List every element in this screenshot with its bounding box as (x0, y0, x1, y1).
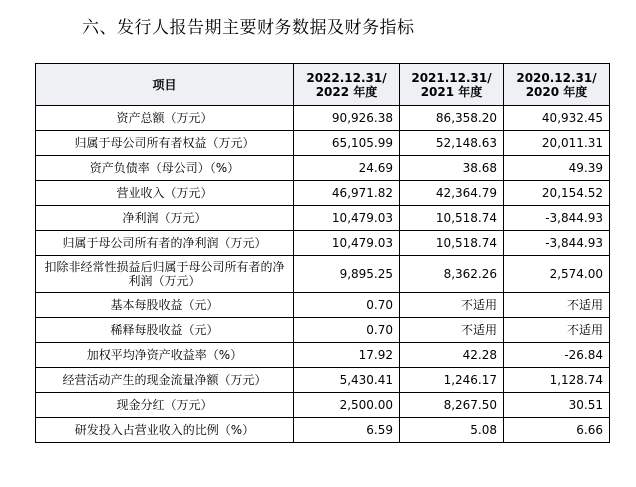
table-row (36, 368, 610, 393)
table-row (36, 181, 610, 206)
value-2020: -3,844.93 (504, 206, 610, 231)
table-row (36, 318, 610, 343)
value-2021: 8,267.50 (400, 393, 504, 418)
value-2021: 42,364.79 (400, 181, 504, 206)
row-label: 现金分红（万元） (36, 393, 294, 418)
table-row (36, 106, 610, 131)
row-label: 基本每股收益（元） (36, 293, 294, 318)
value-2020: 6.66 (504, 418, 610, 443)
financial-data-table (35, 63, 610, 443)
row-label: 经营活动产生的现金流量净额（万元） (36, 368, 294, 393)
value-2021: 10,518.74 (400, 206, 504, 231)
section-title: 六、发行人报告期主要财务数据及财务指标 (82, 18, 415, 38)
header-2020: 2020.12.31/ 2020 年度 (504, 64, 610, 106)
row-label: 加权平均净资产收益率（%） (36, 343, 294, 368)
value-2020: 不适用 (504, 318, 610, 343)
row-label: 净利润（万元） (36, 206, 294, 231)
value-2021: 10,518.74 (400, 231, 504, 256)
row-label: 研发投入占营业收入的比例（%） (36, 418, 294, 443)
row-label: 稀释每股收益（元） (36, 318, 294, 343)
header-2022: 2022.12.31/ 2022 年度 (294, 64, 400, 106)
table-row (36, 418, 610, 443)
value-2020: 30.51 (504, 393, 610, 418)
value-2022: 0.70 (294, 293, 400, 318)
value-2021: 5.08 (400, 418, 504, 443)
table-row (36, 343, 610, 368)
value-2020: 20,011.31 (504, 131, 610, 156)
value-2022: 46,971.82 (294, 181, 400, 206)
row-label: 归属于母公司所有者的净利润（万元） (36, 231, 294, 256)
value-2022: 6.59 (294, 418, 400, 443)
value-2022: 10,479.03 (294, 206, 400, 231)
value-2022: 9,895.25 (294, 256, 400, 293)
row-label: 归属于母公司所有者权益（万元） (36, 131, 294, 156)
value-2020: 1,128.74 (504, 368, 610, 393)
table-row (36, 393, 610, 418)
value-2020: -3,844.93 (504, 231, 610, 256)
value-2022: 0.70 (294, 318, 400, 343)
value-2021: 不适用 (400, 293, 504, 318)
value-2022: 65,105.99 (294, 131, 400, 156)
row-label: 营业收入（万元） (36, 181, 294, 206)
value-2021: 1,246.17 (400, 368, 504, 393)
value-2022: 5,430.41 (294, 368, 400, 393)
value-2022: 90,926.38 (294, 106, 400, 131)
value-2020: 不适用 (504, 293, 610, 318)
value-2020: 2,574.00 (504, 256, 610, 293)
value-2021: 52,148.63 (400, 131, 504, 156)
value-2020: -26.84 (504, 343, 610, 368)
value-2022: 10,479.03 (294, 231, 400, 256)
value-2020: 40,932.45 (504, 106, 610, 131)
value-2022: 24.69 (294, 156, 400, 181)
table-row (36, 131, 610, 156)
table-header-row (36, 64, 610, 106)
header-item: 项目 (36, 64, 294, 106)
value-2021: 8,362.26 (400, 256, 504, 293)
table-row (36, 256, 610, 293)
value-2021: 42.28 (400, 343, 504, 368)
table-row (36, 206, 610, 231)
value-2020: 49.39 (504, 156, 610, 181)
row-label: 资产负债率（母公司）（%） (36, 156, 294, 181)
value-2021: 不适用 (400, 318, 504, 343)
table-row (36, 231, 610, 256)
table-row (36, 156, 610, 181)
row-label: 扣除非经常性损益后归属于母公司所有者的净利润（万元） (36, 256, 294, 293)
value-2021: 38.68 (400, 156, 504, 181)
value-2021: 86,358.20 (400, 106, 504, 131)
value-2022: 2,500.00 (294, 393, 400, 418)
value-2020: 20,154.52 (504, 181, 610, 206)
value-2022: 17.92 (294, 343, 400, 368)
row-label: 资产总额（万元） (36, 106, 294, 131)
header-2021: 2021.12.31/ 2021 年度 (400, 64, 504, 106)
table-row (36, 293, 610, 318)
